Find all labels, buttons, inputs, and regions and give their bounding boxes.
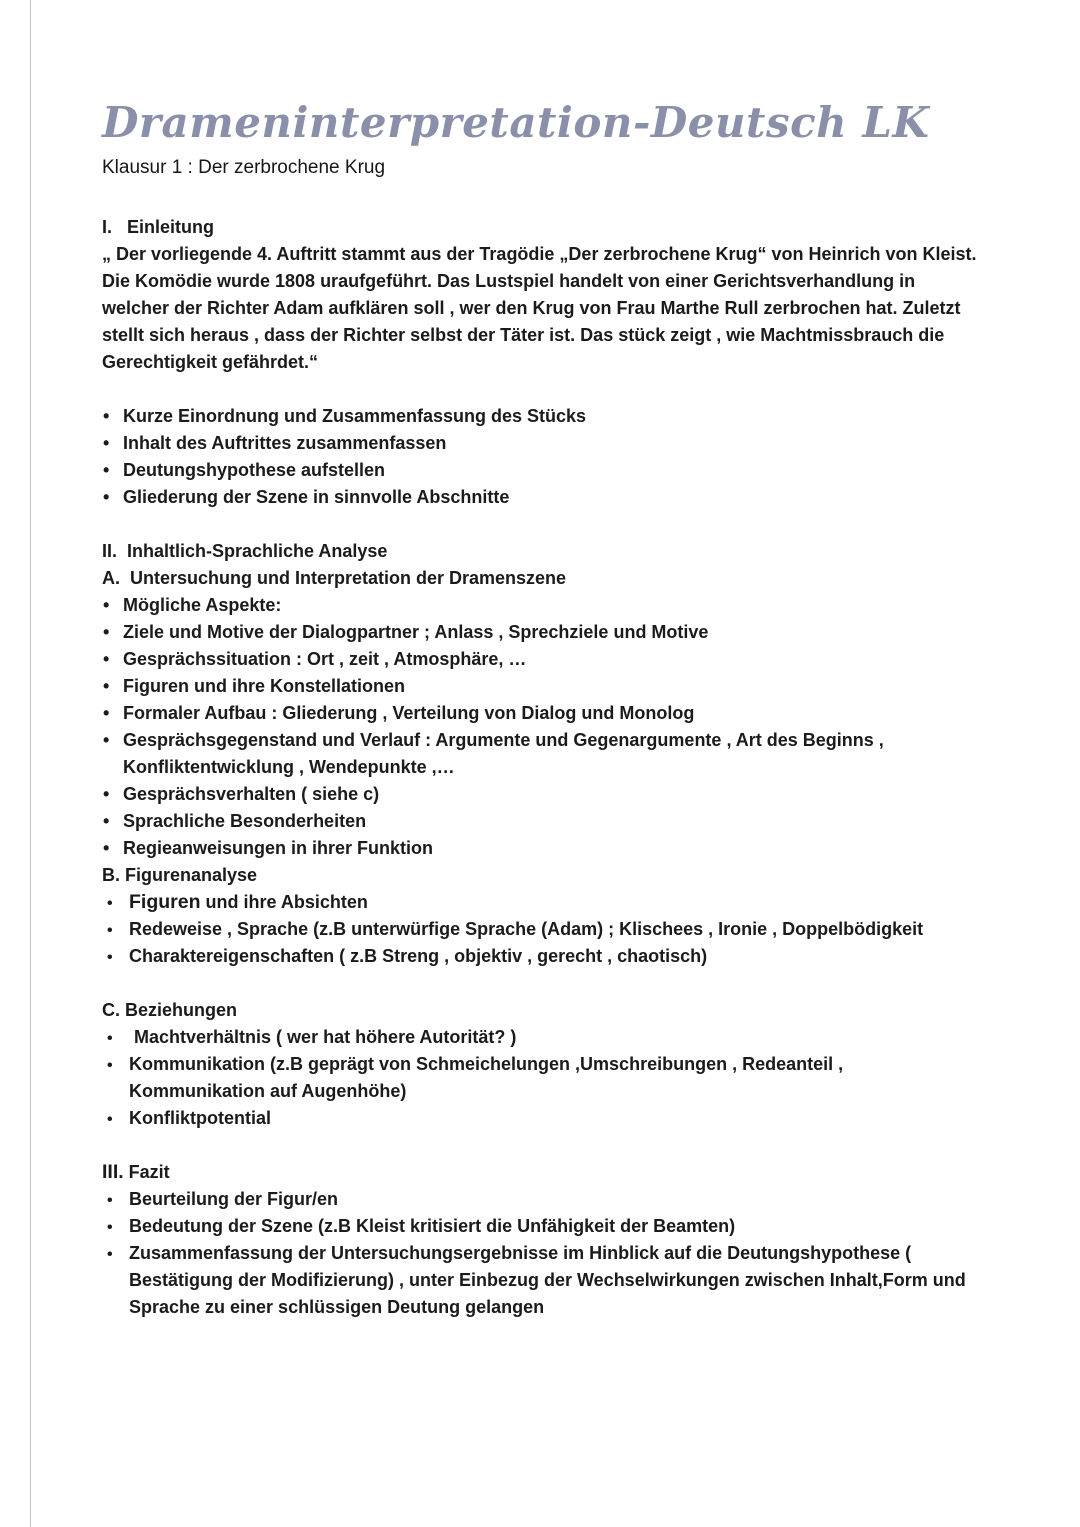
- page-title: Drameninterpretation-Deutsch LK: [102, 98, 930, 147]
- bold-text: III.: [102, 1161, 124, 1183]
- bullet-item: • Mögliche Aspekte:: [102, 592, 980, 619]
- bullet-item: • Inhalt des Auftrittes zusammenfassen: [102, 430, 980, 457]
- bullet-item: • Bedeutung der Szene (z.B Kleist kritisiert die Unfähigkeit der Beamten): [102, 1213, 980, 1240]
- section-heading: B. Figurenanalyse: [102, 865, 258, 885]
- bullet-item: • Zusammenfassung der Untersuchungsergebnisse im Hinblick auf die Deutungshypothese ( Bestätigung der Modifizierung) , unter Einbezug der Wechselwirkungen zwischen Inhalt,Form und Sprache zu einer schlüssigen Deutung gelangen: [102, 1240, 980, 1321]
- bullet-item: • Figuren und ihre Konstellationen: [102, 673, 980, 700]
- bullet-item: • Gliederung der Szene in sinnvolle Abschnitte: [102, 484, 980, 511]
- section-heading: III. Fazit: [102, 1161, 170, 1183]
- section-heading: A. Untersuchung und Interpretation der Dramenszene: [102, 568, 567, 588]
- bullet-list: [102, 1186, 980, 1321]
- bullet-item: • Deutungshypothese aufstellen: [102, 457, 980, 484]
- bullet-list: [102, 403, 980, 511]
- bullet-item: • Formaler Aufbau : Gliederung , Verteilung von Dialog und Monolog: [102, 700, 980, 727]
- document-content: [102, 214, 980, 1321]
- blank-line: [102, 511, 980, 538]
- bullet-item: • Figuren und ihre Absichten: [102, 889, 980, 916]
- bullet-item: • Konfliktpotential: [102, 1105, 980, 1132]
- blank-line: [102, 376, 980, 403]
- bullet-list: [102, 889, 980, 970]
- bullet-list: [102, 1024, 980, 1132]
- paragraph: „ Der vorliegende 4. Auftritt stammt aus der Tragödie „Der zerbrochene Krug“ von Heinrich von Kleist. Die Komödie wurde 1808 uraufgeführt. Das Lustspiel handelt von einer Gerichtsverhandlung in welcher der Richter Adam aufklären soll , wer den Krug von Frau Marthe Rull zerbrochen hat. Zuletzt stellt sich heraus , dass der Richter selbst der Täter ist. Das stück zeigt , wie Machtmissbrauch die Gerechtigkeit gefährdet.“: [102, 244, 982, 372]
- bullet-item: • Machtverhältnis ( wer hat höhere Autorität? ): [102, 1024, 980, 1051]
- subtitle: Klausur 1 : Der zerbrochene Krug: [102, 157, 386, 178]
- bullet-item: • Gesprächsverhalten ( siehe c): [102, 781, 980, 808]
- bullet-item: • Ziele und Motive der Dialogpartner ; Anlass , Sprechziele und Motive: [102, 619, 980, 646]
- bullet-item: • Regieanweisungen in ihrer Funktion: [102, 835, 980, 862]
- section-heading: C. Beziehungen: [102, 1000, 238, 1020]
- bullet-item: • Redeweise , Sprache (z.B unterwürfige Sprache (Adam) ; Klischees , Ironie , Doppelbödigkeit: [102, 916, 980, 943]
- bold-text: Figuren: [129, 891, 201, 913]
- bullet-item: • Gesprächsgegenstand und Verlauf : Argumente und Gegenargumente , Art des Beginns , Konfliktentwicklung , Wendepunkte ,…: [102, 727, 980, 781]
- section-heading: II. Inhaltlich-Sprachliche Analyse: [102, 541, 388, 561]
- bullet-item: • Kurze Einordnung und Zusammenfassung des Stücks: [102, 403, 980, 430]
- bullet-item: • Charaktereigenschaften ( z.B Streng , objektiv , gerecht , chaotisch): [102, 943, 980, 970]
- section-heading: I. Einleitung: [102, 217, 214, 237]
- bullet-item: • Gesprächssituation : Ort , zeit , Atmosphäre, …: [102, 646, 980, 673]
- bullet-item: • Beurteilung der Figur/en: [102, 1186, 980, 1213]
- bullet-list: [102, 592, 980, 862]
- blank-line: [102, 1132, 980, 1159]
- blank-line: [102, 970, 980, 997]
- bullet-item: • Kommunikation (z.B geprägt von Schmeichelungen ,Umschreibungen , Redeanteil , Kommunikation auf Augenhöhe): [102, 1051, 980, 1105]
- bullet-item: • Sprachliche Besonderheiten: [102, 808, 980, 835]
